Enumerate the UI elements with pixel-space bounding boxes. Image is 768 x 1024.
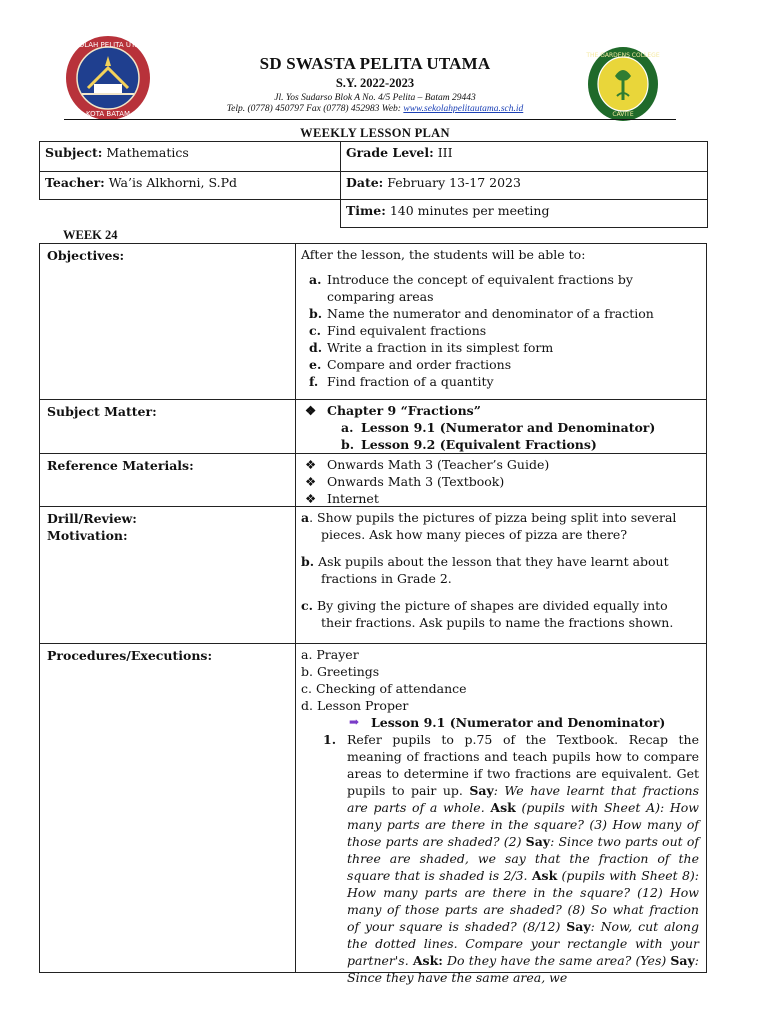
procedure-step: b. Greetings — [301, 664, 380, 679]
say-text: : Now, cut along the dotted lines. Compare your rectangle with your partner's. — [347, 919, 699, 968]
school-year: S.Y. 2022-2023 — [335, 76, 415, 90]
objectives-cell — [295, 243, 707, 400]
objective-item — [301, 322, 701, 339]
drill-cell — [295, 506, 707, 644]
say-label: Say — [525, 834, 551, 849]
teacher-box — [39, 171, 341, 200]
drill-text: . Show pupils the pictures of pizza being split into several pieces. Ask how many pieces of pizza are there? — [309, 510, 677, 542]
date-label: Date: — [346, 175, 384, 190]
school-address: Jl. Yos Sudarso Blok A No. 4/5 Pelita – Batam 29443 — [274, 93, 476, 103]
school-logo-left — [64, 34, 152, 122]
reference-label: Reference Materials: — [47, 458, 194, 473]
objective-item — [301, 305, 701, 322]
subject-matter-label: Subject Matter: — [47, 404, 157, 419]
lesson-text: Lesson 9.1 (Numerator and Denominator) — [361, 420, 656, 435]
diamond-bullet-icon: ❖ — [305, 474, 317, 489]
procedure-step: c. Checking of attendance — [301, 681, 467, 696]
time-box — [340, 199, 708, 228]
drill-label: Drill/Review: — [47, 511, 137, 526]
school-contact — [160, 104, 590, 114]
drill-item — [301, 597, 701, 631]
teacher-label: Teacher: — [45, 175, 105, 190]
motivation-label: Motivation: — [47, 528, 128, 543]
date-value: February 13-17 2023 — [383, 175, 521, 190]
paragraph-intro: Refer pupils to p.75 of the Textbook. Recap the meaning of fractions and teach pupils how to compare areas to determine if two fractions are equivalent. Get pupils to pair up. — [347, 732, 699, 798]
reference-text: Onwards Math 3 (Teacher’s Guide) — [327, 457, 550, 472]
diamond-bullet-icon: ❖ — [305, 457, 317, 472]
header-divider — [64, 119, 676, 120]
lesson-mark: b. — [341, 437, 355, 452]
diamond-bullet-icon: ❖ — [305, 491, 317, 506]
diamond-bullet-icon: ❖ — [305, 403, 317, 418]
objective-text: Find fraction of a quantity — [327, 374, 494, 389]
school-logo-right — [587, 46, 659, 122]
say-label: Say — [670, 953, 695, 968]
drill-label-cell — [39, 506, 296, 644]
say-label: Say — [566, 919, 591, 934]
week-label: WEEK 24 — [63, 228, 118, 242]
teacher-value: Wa’is Alkhorni, S.Pd — [104, 175, 237, 190]
drill-text: Ask pupils about the lesson that they have learnt about fractions in Grade 2. — [314, 554, 669, 586]
reference-text: Onwards Math 3 (Textbook) — [327, 474, 505, 489]
reference-cell — [295, 453, 707, 507]
lesson-item — [301, 436, 701, 453]
drill-mark: b. — [301, 554, 315, 569]
lesson-paragraph — [301, 731, 701, 986]
objective-mark: a. — [309, 272, 322, 287]
objectives-label-cell — [39, 243, 296, 400]
subject-matter-cell — [295, 399, 707, 454]
objective-item — [301, 271, 701, 305]
right-logo-top-text: THE GARDENS COLLEGE — [586, 52, 660, 59]
objectives-intro: After the lesson, the students will be able to: — [301, 247, 586, 262]
grade-box — [340, 141, 708, 172]
grade-label: Grade Level: — [346, 145, 434, 160]
say-text: : Since they have the same area, we — [347, 953, 699, 985]
objective-text: Name the numerator and denominator of a fraction — [327, 306, 654, 321]
subject-label: Subject: — [45, 145, 103, 160]
reference-item — [301, 456, 701, 473]
lesson-heading — [301, 714, 701, 731]
document-title: WEEKLY LESSON PLAN — [300, 126, 450, 140]
contact-numbers: Telp. (0778) 450797 Fax (0778) 452983 Web: — [226, 104, 404, 114]
say-label: Say — [469, 783, 494, 798]
procedure-step: d. Lesson Proper — [301, 698, 409, 713]
drill-mark: a — [301, 510, 310, 525]
arrow-bullet-icon: ➡ — [349, 715, 360, 729]
ask-label: Ask — [531, 868, 558, 883]
ask-text: Do they have the same area? (Yes) — [442, 953, 667, 968]
objective-mark: e. — [309, 357, 322, 372]
lesson-text: Lesson 9.2 (Equivalent Fractions) — [361, 437, 597, 452]
school-name: SD SWASTA PELITA UTAMA — [259, 54, 491, 73]
reference-text: Internet — [327, 491, 379, 506]
subject-box — [39, 141, 341, 172]
date-box — [340, 171, 708, 200]
objective-text: Compare and order fractions — [327, 357, 512, 372]
objective-item — [301, 356, 701, 373]
procedure-step: a. Prayer — [301, 647, 359, 662]
objective-text: Introduce the concept of equivalent fractions by comparing areas — [327, 272, 633, 304]
website-link[interactable]: www.sekolahpelitautama.sch.id — [403, 104, 524, 114]
lesson-mark: a. — [341, 420, 354, 435]
reference-label-cell — [39, 453, 296, 507]
say-text: : Since two parts out of three are shaded, we say that the fraction of the square that is shaded is 2/3. — [347, 834, 699, 883]
procedures-cell — [295, 643, 707, 985]
subject-matter-label-cell — [39, 399, 296, 454]
right-logo-bottom-text: CAVITE — [612, 111, 634, 118]
drill-item — [301, 553, 701, 587]
say-text: : We have learnt that fractions are parts of a whole. — [347, 783, 699, 815]
lesson-heading-text: Lesson 9.1 (Numerator and Denominator) — [371, 715, 666, 730]
objective-mark: c. — [309, 323, 321, 338]
time-label: Time: — [346, 203, 386, 218]
left-logo-bottom-text: KOTA BATAM — [85, 110, 131, 118]
procedures-label-cell — [39, 643, 296, 973]
procedures-label: Procedures/Executions: — [47, 648, 213, 663]
drill-item — [301, 509, 701, 543]
ask-text: (pupils with Sheet A): How many parts are there in the square? (3) How many of those parts are shaded? (2) — [347, 800, 699, 849]
reference-item — [301, 490, 701, 507]
objectives-label: Objectives: — [47, 248, 125, 263]
objective-mark: b. — [309, 306, 323, 321]
objective-text: Find equivalent fractions — [327, 323, 487, 338]
chapter-title: Chapter 9 “Fractions” — [327, 403, 481, 418]
lesson-item — [301, 419, 701, 436]
grade-value: III — [433, 145, 453, 160]
subject-value: Mathematics — [102, 145, 189, 160]
ask-label: Ask — [490, 800, 516, 815]
objective-item — [301, 373, 701, 390]
reference-item — [301, 473, 701, 490]
objective-mark: d. — [309, 340, 323, 355]
objective-mark: f. — [309, 374, 319, 389]
drill-text: By giving the picture of shapes are divided equally into their fractions. Ask pupils to name the fractions shown. — [312, 598, 674, 630]
ask-label: Ask: — [412, 953, 443, 968]
drill-mark: c. — [301, 598, 313, 613]
ask-text: (pupils with Sheet 8): How many parts are there in the square? (12) How many of those parts are shaded? (8) So what fraction of your square is shaded? (8/12) — [347, 868, 699, 934]
chapter-item — [301, 402, 701, 419]
left-logo-top-text: SEKOLAH PELITA UTAMA — [65, 41, 151, 49]
objective-item — [301, 339, 701, 356]
time-value: 140 minutes per meeting — [385, 203, 550, 218]
paragraph-number: 1. — [323, 732, 337, 747]
objective-text: Write a fraction in its simplest form — [327, 340, 554, 355]
